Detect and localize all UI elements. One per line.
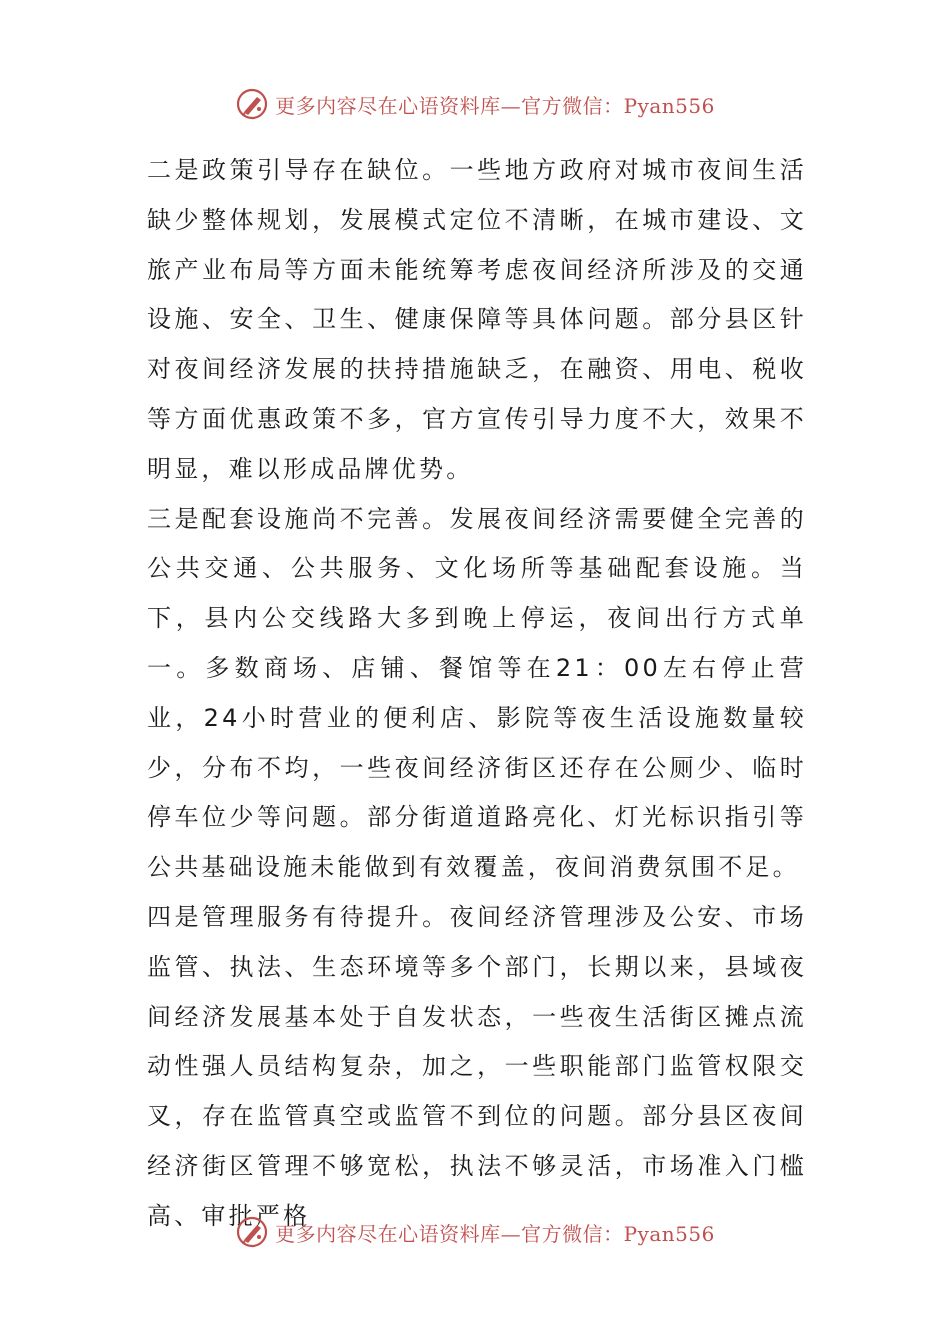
paragraph-policy: 二是政策引导存在缺位。一些地方政府对城市夜间生活缺少整体规划，发展模式定位不清晰，在城市建设、文旅产业布局等方面未能统筹考虑夜间经济所涉及的交通设施、安全、卫生、健康保障等具体问题。部分县区针对夜间经济发展的扶持措施缺乏，在融资、用电、税收等方面优惠政策不多，官方宣传引导力度不大，效果不明显，难以形成品牌优势。 [147,156,807,483]
header-banner-text: 更多内容尽在心语资料库—官方微信：Pyan556 [275,93,715,118]
pen-logo-icon [235,1215,269,1249]
header-banner [0,84,950,124]
pen-logo-icon [235,87,269,121]
footer-banner [0,1212,950,1252]
paragraph-facilities: 三是配套设施尚不完善。发展夜间经济需要健全完善的公共交通、公共服务、文化场所等基础配套设施。当下，县内公交线路大多到晚上停运，夜间出行方式单一。多数商场、店铺、餐馆等在21：00左右停止营业，24小时营业的便利店、影院等夜生活设施数量较少，分布不均，一些夜间经济街区还存在公厕少、临时停车位少等问题。部分街道道路亮化、灯光标识指引等公共基础设施未能做到有效覆盖，夜间消费氛围不足。 [147,504,807,882]
paragraph-management: 四是管理服务有待提升。夜间经济管理涉及公安、市场监管、执法、生态环境等多个部门，长期以来，县域夜间经济发展基本处于自发状态，一些夜生活街区摊点流动性强人员结构复杂，加之，一些职能部门监管权限交叉，存在监管真空或监管不到位的问题。部分县区夜间经济街区管理不够宽松，执法不够灵活，市场准入门槛高、审批严格 [147,902,807,1230]
footer-banner-text: 更多内容尽在心语资料库—官方微信：Pyan556 [275,1221,715,1246]
body-text [147,146,807,1242]
